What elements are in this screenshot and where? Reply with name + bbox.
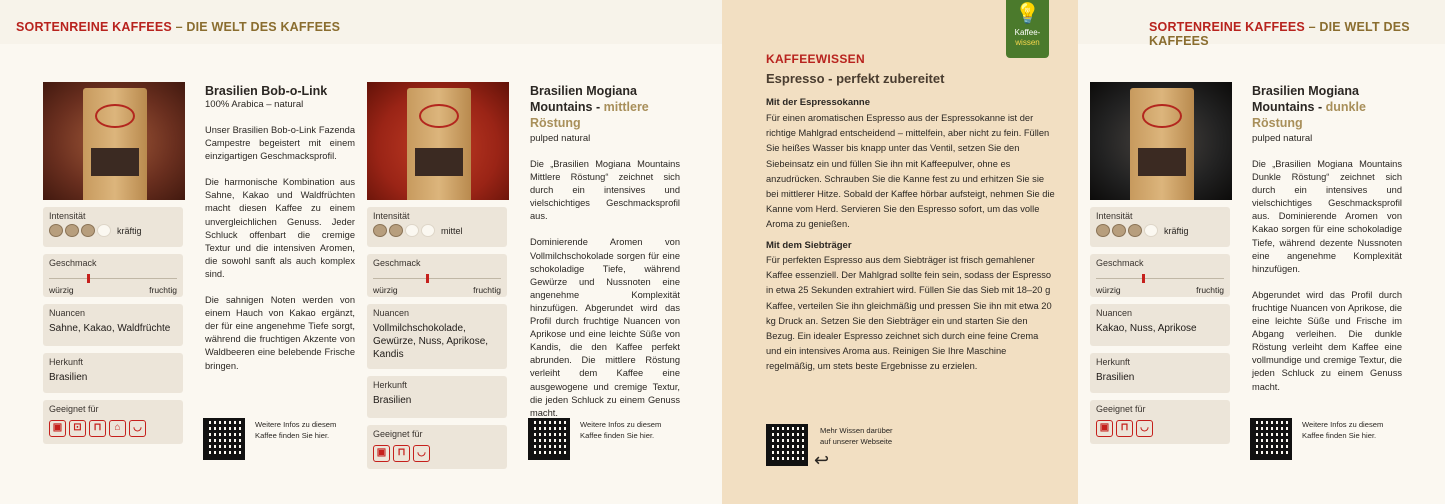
qr-code[interactable] [766, 424, 808, 466]
bean-icon [65, 224, 79, 237]
product-photo [43, 82, 185, 200]
intensity-beans: mittel [373, 224, 501, 237]
origin-box: Herkunft Brasilien [43, 353, 183, 393]
coffee-bag-image [407, 88, 471, 200]
french-press-icon: ⊓ [89, 420, 106, 437]
page-header [1078, 0, 1445, 48]
product-subtitle: pulped natural [1252, 133, 1313, 144]
product-photo [367, 82, 509, 200]
taste-box: Geschmack würzig fruchtig [367, 254, 507, 297]
filter-machine-icon: ▣ [373, 445, 390, 462]
taste-box: Geschmack würzig fruchtig [43, 254, 183, 297]
qr-caption: Weitere Infos zu diesem Kaffee finden Sie hier. [580, 420, 662, 440]
espresso-machine-icon: ⊡ [69, 420, 86, 437]
qr-caption: Weitere Infos zu diesem Kaffee finden Sie hier. [255, 420, 337, 440]
taste-slider [1096, 274, 1224, 282]
intensity-beans: kräftig [1096, 224, 1224, 237]
french-press-icon: ⊓ [393, 445, 410, 462]
nuances-box: Nuancen Sahne, Kakao, Waldfrüchte [43, 304, 183, 346]
intensity-box: Intensität mittel [367, 207, 507, 247]
section-tag: KAFFEEWISSEN [766, 52, 865, 66]
subheading: Mit dem Siebträger [766, 240, 852, 251]
taste-box: Geschmack würzig fruchtig [1090, 254, 1230, 297]
subheading: Mit der Espressokanne [766, 97, 871, 108]
taste-slider [373, 274, 501, 282]
bean-icon [1144, 224, 1158, 237]
filter-machine-icon: ▣ [49, 420, 66, 437]
product-name: Brasilien Mogiana Mountains - mittlere Röstung [530, 84, 649, 130]
qr-code[interactable] [203, 418, 245, 460]
origin-box: Herkunft Brasilien [1090, 353, 1230, 393]
cup-icon: ◡ [413, 445, 430, 462]
arrow-icon: ↩ [814, 450, 830, 470]
nuances-box: Nuancen Kakao, Nuss, Aprikose [1090, 304, 1230, 346]
bean-icon [421, 224, 435, 237]
paragraph: Für einen aromatischen Espresso aus der Espressokanne ist der richtige Mahlgrad entscheidend – mittelfein, aber nicht zu fein. Füllen Sie heißes Wasser bis knapp unter das Ventil, setzen Sie den Siebeinsatz ein und füllen Sie ihn mit Kaffeepulver, ohne es anzudrücken. Schrauben Sie die Kanne fest zu und erhitzen Sie sie bei mittlerer Hitze. Sobald der Kaffee hörbar aufsteigt, nehmen Sie die Kanne vom Herd. Servieren Sie den Espresso sofort, um das volle Aroma zu genießen. [766, 113, 1055, 230]
coffee-bag-image [83, 88, 147, 200]
product-description: Die „Brasilien Mogiana Mountains Dunkle Röstung“ zeichnet sich durch ein intensives und vielschichtiges Geschmacksprofil aus. Dominierende Aromen von Kakao sorgen für eine schokoladige Tiefe, während dezente Nussnoten eine angenehme Komplexität hinzufügen. Abgerundet wird das Profil durch fruchtige Nuancen von Aprikose, die eine leichte Süße und Frische im Abgang verleihen. Die dunkle Röstung verleiht dem Kaffee eine vollmundige und cremige Textur, die jeden Schluck zu einem Genuss macht. [1252, 159, 1402, 392]
bean-icon [97, 224, 111, 237]
qr-code[interactable] [1250, 418, 1292, 460]
bean-icon [405, 224, 419, 237]
product-description: Die „Brasilien Mogiana Mountains Mittlere Röstung“ zeichnet sich durch ein intensives und vielschichtiges Geschmacksprofil aus. Dominierende Aromen von Vollmilchschokolade sorgen für eine schokoladige Tiefe, während Gewürze und Nussnoten eine angenehme Komplexität hinzufügen. Abgerundet wird das Profil durch fruchtige Nuancen von Aprikose und eine leichte Süße von Kandis, die den Kaffee perfekt abrunden. Die mittlere Röstung verleiht dem Kaffee eine ausgewogene und cremige Textur, die jeden Schluck zu einem Genuss macht. [530, 159, 680, 418]
moka-pot-icon: ⌂ [109, 420, 126, 437]
suitable-box: Geeignet für ▣ ⊓ ◡ [1090, 400, 1230, 444]
intensity-box: Intensität kräftig [43, 207, 183, 247]
suitable-box: Geeignet für ▣ ⊡ ⊓ ⌂ ◡ [43, 400, 183, 444]
left-page [0, 0, 722, 504]
bean-icon [373, 224, 387, 237]
product-subtitle: pulped natural [530, 133, 591, 144]
bean-icon [49, 224, 63, 237]
lightbulb-icon: 💡 [1015, 3, 1040, 25]
taste-slider [49, 274, 177, 282]
product-subtitle: 100% Arabica – natural [205, 99, 304, 110]
qr-code[interactable] [528, 418, 570, 460]
nuances-box: Nuancen Vollmilchschokolade, Gewürze, Nuss, Aprikose, Kandis [367, 304, 507, 369]
product-name: Brasilien Bob-o-Link [205, 84, 328, 98]
bean-icon [389, 224, 403, 237]
header-title: SORTENREINE KAFFEES – DIE WELT DES KAFFEES [16, 20, 341, 34]
intensity-box: Intensität kräftig [1090, 207, 1230, 247]
right-page [1078, 0, 1445, 504]
header-title: SORTENREINE KAFFEES – DIE WELT DES KAFFEES [1149, 20, 1410, 48]
section-title: Espresso - perfekt zubereitet [766, 71, 945, 86]
product-description: Unser Brasilien Bob-o-Link Fazenda Campestre begeistert mit einem einzigartigen Geschmacksprofil. Die harmonische Kombination aus Sahne, Kakao und Waldfrüchten macht diesen Kaffee zu einem unvergleichlichen Genuss. Jeder Schluck offenbart die cremige Textur und die intensiven Aromen, die sowohl sanft als auch komplex sind. Die sahnigen Noten werden von einem Hauch von Kakao ergänzt, der für eine angenehme Tiefe sorgt, während die fruchtigen Akzente von Waldbeeren eine belebende Frische bringen. [205, 125, 355, 371]
bean-icon [81, 224, 95, 237]
filter-machine-icon: ▣ [1096, 420, 1113, 437]
origin-box: Herkunft Brasilien [367, 376, 507, 418]
page-header [0, 0, 722, 44]
product-photo [1090, 82, 1232, 200]
product-name: Brasilien Mogiana Mountains - dunkle Röstung [1252, 84, 1366, 130]
paragraph: Für perfekten Espresso aus dem Siebträger ist frisch gemahlener Kaffee essenziell. Der Mahlgrad sollte fein sein, sodass der Espresso in etwa 25 Sekunden extrahiert wird. Füllen Sie das Sieb mit 18–20 g Kaffee, verteilen Sie ihn gleichmäßig und pressen Sie ihn mit etwa 20 kg Druck an. Setzen Sie den Siebträger ein und starten Sie den Bezug. Ein idealer Espresso zeichnet sich durch eine feine Crema und ein intensives Aroma aus. Reinigen Sie Ihre Maschine regelmäßig, um stets beste Ergebnisse zu erzielen. [766, 255, 1052, 372]
cup-icon: ◡ [1136, 420, 1153, 437]
coffee-bag-image [1130, 88, 1194, 200]
cup-icon: ◡ [129, 420, 146, 437]
knowledge-page [722, 0, 1078, 504]
intensity-beans: kräftig [49, 224, 177, 237]
french-press-icon: ⊓ [1116, 420, 1133, 437]
bean-icon [1128, 224, 1142, 237]
qr-caption: Mehr Wissen darüber auf unserer Webseite [820, 426, 893, 446]
knowledge-badge: 💡 Kaffee- wissen [1006, 0, 1049, 58]
bean-icon [1112, 224, 1126, 237]
bean-icon [1096, 224, 1110, 237]
qr-caption: Weitere Infos zu diesem Kaffee finden Sie hier. [1302, 420, 1384, 440]
suitable-box: Geeignet für ▣ ⊓ ◡ [367, 425, 507, 469]
